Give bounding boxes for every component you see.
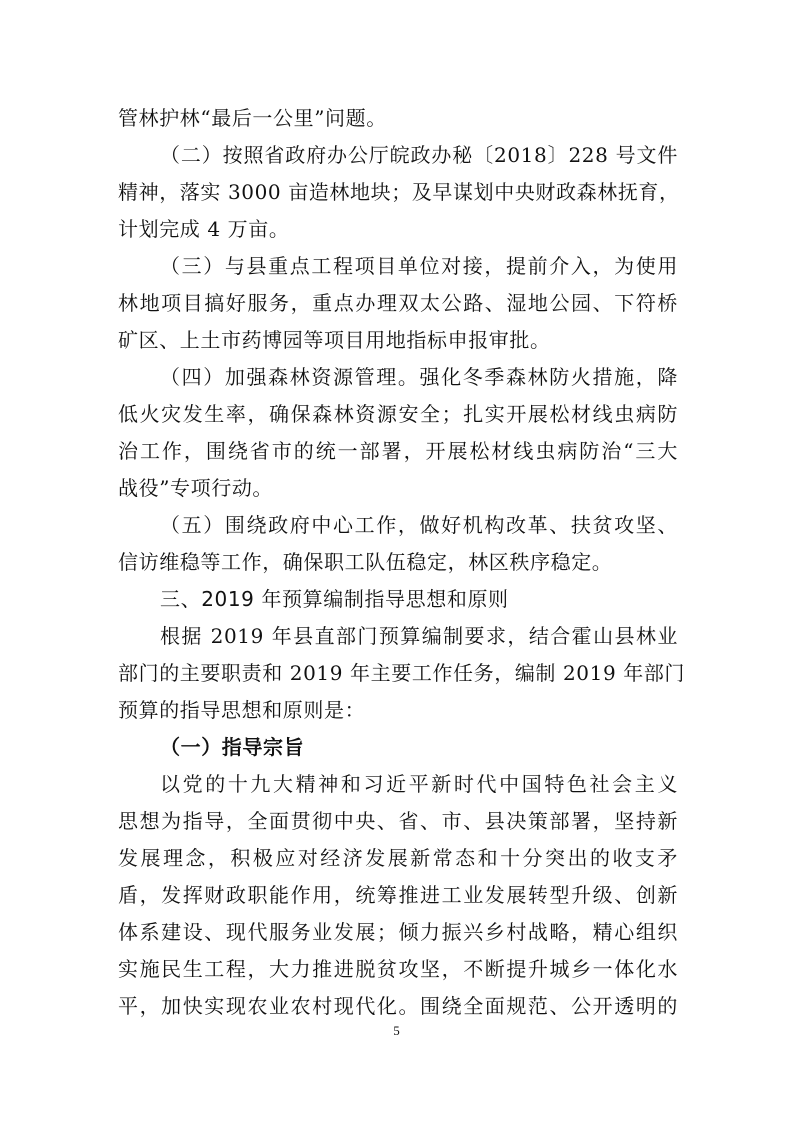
text-line: 精神，落实 3000 亩造林地块；及早谋划中央财政森林抚育， <box>118 180 680 204</box>
section-heading: 三、2019 年预算编制指导思想和原则 <box>160 587 509 611</box>
text-line: 林地项目搞好服务，重点办理双太公路、湿地公园、下符桥 <box>118 291 678 315</box>
text-line: 实施民生工程，大力推进脱贫攻坚，不断提升城乡一体化水 <box>118 957 678 981</box>
text-line: 思想为指导，全面贯彻中央、省、市、县决策部署，坚持新 <box>118 809 678 833</box>
text-line: （二）按照省政府办公厅皖政办秘〔2018〕228 号文件 <box>160 143 678 167</box>
text-line: 平，加快实现农业农村现代化。围绕全面规范、公开透明的 <box>118 994 678 1018</box>
text-line: （三）与县重点工程项目单位对接，提前介入，为使用 <box>160 254 678 278</box>
text-line: 部门的主要职责和 2019 年主要工作任务，编制 2019 年部门 <box>118 661 686 685</box>
text-line: 预算的指导思想和原则是： <box>118 698 366 722</box>
text-line: 体系建设、现代服务业发展；倾力振兴乡村战略，精心组织 <box>118 920 678 944</box>
text-line: （五）围绕政府中心工作，做好机构改革、扶贫攻坚、 <box>160 513 678 537</box>
text-line: 战役”专项行动。 <box>118 476 274 500</box>
text-line: 信访维稳等工作，确保职工队伍稳定，林区秩序稳定。 <box>118 550 613 574</box>
text-line: 矿区、上土市药博园等项目用地指标申报审批。 <box>118 328 551 352</box>
document-body <box>118 100 686 1025</box>
page-number: 5 <box>393 1023 400 1038</box>
text-line: 计划完成 4 万亩。 <box>118 217 290 241</box>
text-line: （四）加强森林资源管理。强化冬季森林防火措施，降 <box>160 365 678 389</box>
subsection-heading: （一）指导宗旨 <box>160 735 305 759</box>
text-line: 管林护林“最后一公里”问题。 <box>118 106 387 130</box>
text-line: 以党的十九大精神和习近平新时代中国特色社会主义 <box>160 772 678 796</box>
text-line: 治工作，围绕省市的统一部署，开展松材线虫病防治“三大 <box>118 439 678 463</box>
text-line: 盾，发挥财政职能作用，统筹推进工业发展转型升级、创新 <box>118 883 678 907</box>
text-line: 低火灾发生率，确保森林资源安全；扎实开展松材线虫病防 <box>118 402 678 426</box>
text-line: 根据 2019 年县直部门预算编制要求，结合霍山县林业 <box>160 624 678 648</box>
text-line: 发展理念，积极应对经济发展新常态和十分突出的收支矛 <box>118 846 678 870</box>
